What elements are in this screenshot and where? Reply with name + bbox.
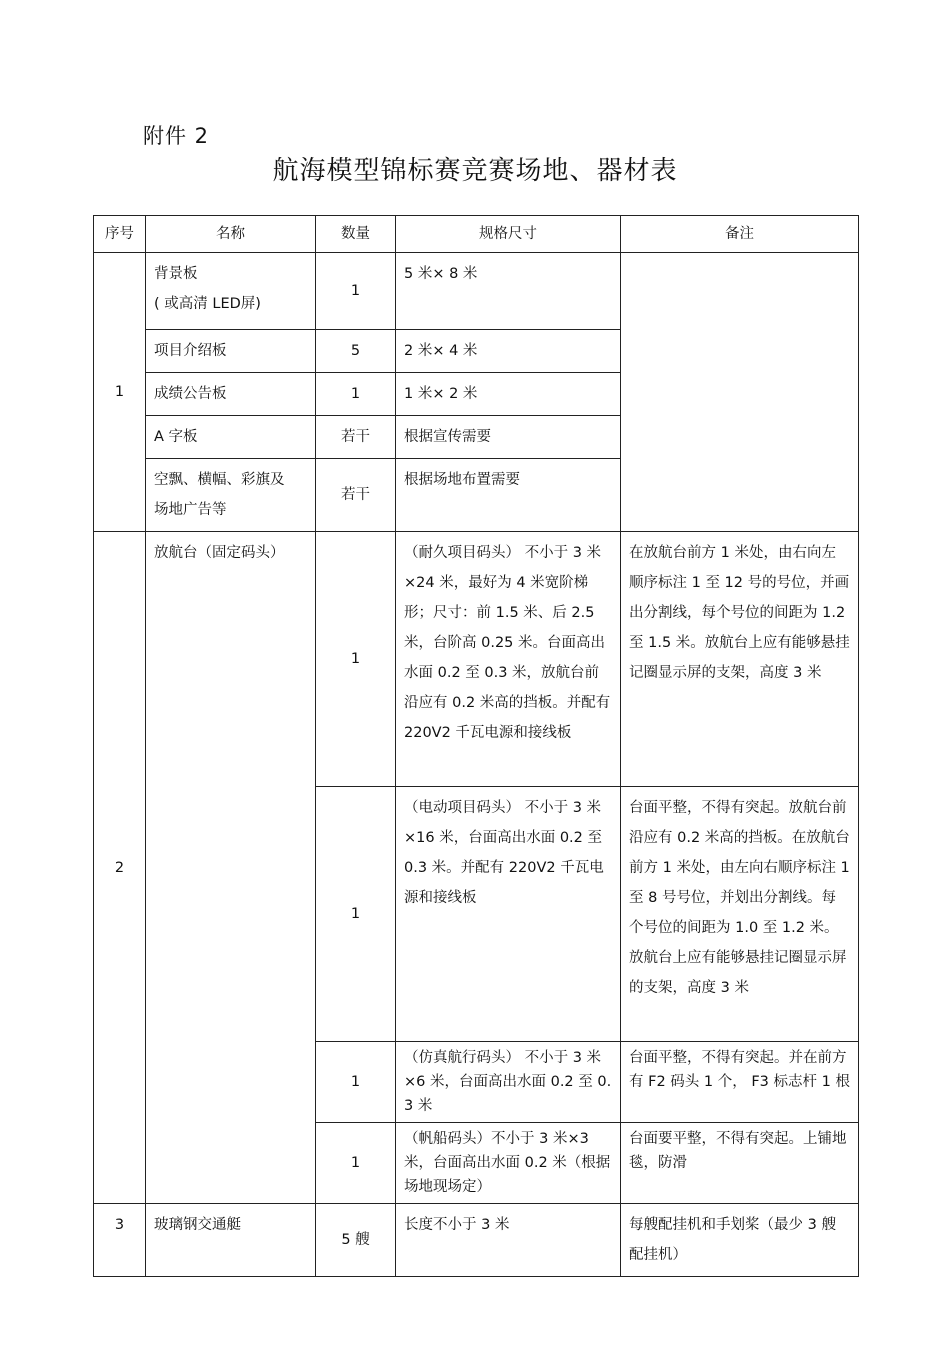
item-spec: （帆船码头）不小于 3 米×3 米，台面高出水面 0.2 米（根据场地现场定） (396, 1123, 621, 1204)
header-spec: 规格尺寸 (396, 216, 621, 253)
item-qty: 5 (316, 330, 396, 373)
item-name (146, 459, 316, 532)
item-name: 放航台（固定码头） (146, 532, 316, 1204)
item-qty: 若干 (316, 416, 396, 459)
table-row (94, 1204, 859, 1277)
header-name: 名称 (146, 216, 316, 253)
table-header-row (94, 216, 859, 253)
table-row (94, 253, 859, 330)
item-qty: 5 艘 (316, 1204, 396, 1277)
item-spec: 根据场地布置需要 (396, 459, 621, 532)
item-name-line: ( 或高清 LED屏) (154, 296, 261, 312)
row-number: 3 (94, 1204, 146, 1277)
item-qty: 1 (316, 787, 396, 1042)
item-note: 每艘配挂机和手划桨（最少 3 艘配挂机） (621, 1204, 859, 1277)
header-qty: 数量 (316, 216, 396, 253)
item-note (621, 253, 859, 532)
table-row (94, 532, 859, 787)
item-qty: 1 (316, 373, 396, 416)
item-qty: 若干 (316, 459, 396, 532)
item-name-line: 背景板 (154, 266, 198, 282)
item-qty: 1 (316, 1123, 396, 1204)
item-qty: 1 (316, 1042, 396, 1123)
item-spec: 5 米× 8 米 (396, 253, 621, 330)
item-name-line: 场地广告等 (154, 502, 227, 518)
item-name-line: 空飘、横幅、彩旗及 (154, 472, 285, 488)
row-number: 1 (94, 253, 146, 532)
item-name: A 字板 (146, 416, 316, 459)
item-name: 玻璃钢交通艇 (146, 1204, 316, 1277)
item-name (146, 253, 316, 330)
item-spec: 1 米× 2 米 (396, 373, 621, 416)
document-title: 航海模型锦标赛竞赛场地、器材表 (272, 156, 678, 186)
item-qty: 1 (316, 532, 396, 787)
item-note: 台面平整，不得有突起。并在前方有 F2 码头 1 个， F3 标志杆 1 根 (621, 1042, 859, 1123)
item-spec: 2 米× 4 米 (396, 330, 621, 373)
header-note: 备注 (621, 216, 859, 253)
item-qty: 1 (316, 253, 396, 330)
item-spec: （仿真航行码头） 不小于 3 米×6 米，台面高出水面 0.2 至 0.3 米 (396, 1042, 621, 1123)
item-name: 成绩公告板 (146, 373, 316, 416)
item-note: 在放航台前方 1 米处，由右向左顺序标注 1 至 12 号的号位，并画出分割线，每个号位的间距为 1.2 至 1.5 米。放航台上应有能够悬挂记圈显示屏的支架，高度 3 米 (621, 532, 859, 787)
header-no: 序号 (94, 216, 146, 253)
attachment-label: 附件 2 (143, 124, 210, 148)
item-note: 台面平整，不得有突起。放航台前沿应有 0.2 米高的挡板。在放航台前方 1 米处，由左向右顺序标注 1 至 8 号号位，并划出分割线。每个号位的间距为 1.0 至 1.2 米。放航台上应有能够悬挂记圈显示屏的支架，高度 3 米 (621, 787, 859, 1042)
item-spec: 长度不小于 3 米 (396, 1204, 621, 1277)
item-spec: （耐久项目码头） 不小于 3 米×24 米，最好为 4 米宽阶梯形；尺寸：前 1.5 米、后 2.5 米，台阶高 0.25 米。台面高出水面 0.2 至 0.3 米，放航台前沿应有 0.2 米高的挡板。并配有 220V2 千瓦电源和接线板 (396, 532, 621, 787)
item-name: 项目介绍板 (146, 330, 316, 373)
equipment-table (93, 215, 859, 1277)
item-note: 台面要平整，不得有突起。上铺地毯，防滑 (621, 1123, 859, 1204)
item-spec: （电动项目码头） 不小于 3 米×16 米，台面高出水面 0.2 至 0.3 米。并配有 220V2 千瓦电源和接线板 (396, 787, 621, 1042)
row-number: 2 (94, 532, 146, 1204)
item-spec: 根据宣传需要 (396, 416, 621, 459)
